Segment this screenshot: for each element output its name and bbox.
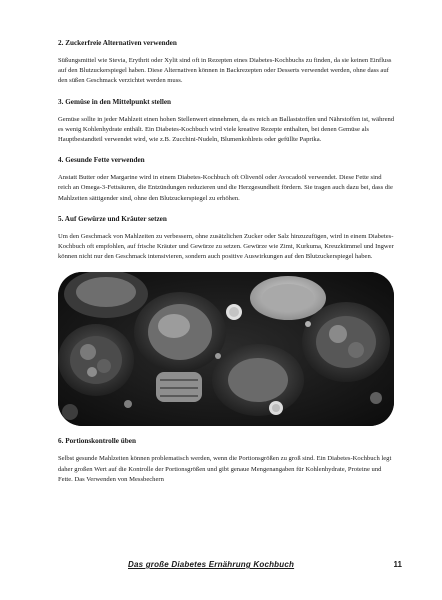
book-title: Das große Diabetes Ernährung Kochbuch xyxy=(128,560,295,569)
page-footer xyxy=(58,560,402,574)
page-number: 11 xyxy=(393,560,402,569)
section-body-portions: Selbst gesunde Mahlzeiten können problematisch werden, wenn die Portionsgrößen zu groß sind. Ein Diabetes-Kochbuch legt daher großen Wert auf die Kontrolle der Portionsgrößen und gibt genaue Mengenangaben für Kohlenhydrate, Proteine und Fette. Das Verwenden von Messbechern xyxy=(58,455,392,483)
section-body-sweeteners: Süßungsmittel wie Stevia, Erythrit oder Xylit sind oft in Rezepten eines Diabetes-Kochbuchs zu finden, da sie keinen Einfluss auf den Blutzuckerspiegel haben. Diese Alternativen können in Backrezepten oder Desserts verwendet werden, ohne dass auf den süßen Geschmack verzichtet werden muss. xyxy=(58,57,392,85)
section-heading-spices: 5. Auf Gewürze und Kräuter setzen xyxy=(58,214,167,223)
section-body-spices: Um den Geschmack von Mahlzeiten zu verbessern, ohne zusätzlichen Zucker oder Salz hinzuzufügen, wird in einem Diabetes-Kochbuch oft empfohlen, auf frische Kräuter und Gewürze zu setzen. Gewürze wie Zimt, Kurkuma, Kreuzkümmel und Ingwer können nicht nur den Geschmack intensivieren, sondern auch positive Auswirkungen auf den Blutzuckerspiegel haben. xyxy=(58,232,394,261)
section-heading-fats: 4. Gesunde Fette verwenden xyxy=(58,156,145,165)
page-content xyxy=(58,38,396,495)
section-heading-portions: 6. Portionskontrolle üben xyxy=(58,437,136,446)
section-heading-vegetables: 3. Gemüse in den Mittelpunkt stellen xyxy=(58,97,172,106)
section-body-vegetables: Gemüse sollte in jeder Mahlzeit einen hohen Stellenwert einnehmen, da es reich an Ballaststoffen und Nährstoffen ist, während es wenig Kohlenhydrate enthält. Ein Diabetes-Kochbuch wird viele kreative Rezepte enthalten, bei denen Gemüse als Hauptbestandteil verwendet wird, wie z.B. Zucchini-Nudeln, Blumenkohlreis oder gefüllte Paprika. xyxy=(58,115,395,144)
food-photo xyxy=(58,272,394,426)
section-body-fats: Anstatt Butter oder Margarine wird in einem Diabetes-Kochbuch oft Olivenöl oder Avocadoöl verwendet. Diese Fette sind reich an Omega-3-Fettsäuren, die Entzündungen reduzieren und die Herzgesundheit fördern. Sie tragen auch dazu bei, dass die Mahlzeiten sättigender sind, ohne den Blutzuckerspiegel zu erhöhen. xyxy=(58,174,393,202)
section-heading-sweeteners: 2. Zuckerfreie Alternativen verwenden xyxy=(58,39,177,47)
